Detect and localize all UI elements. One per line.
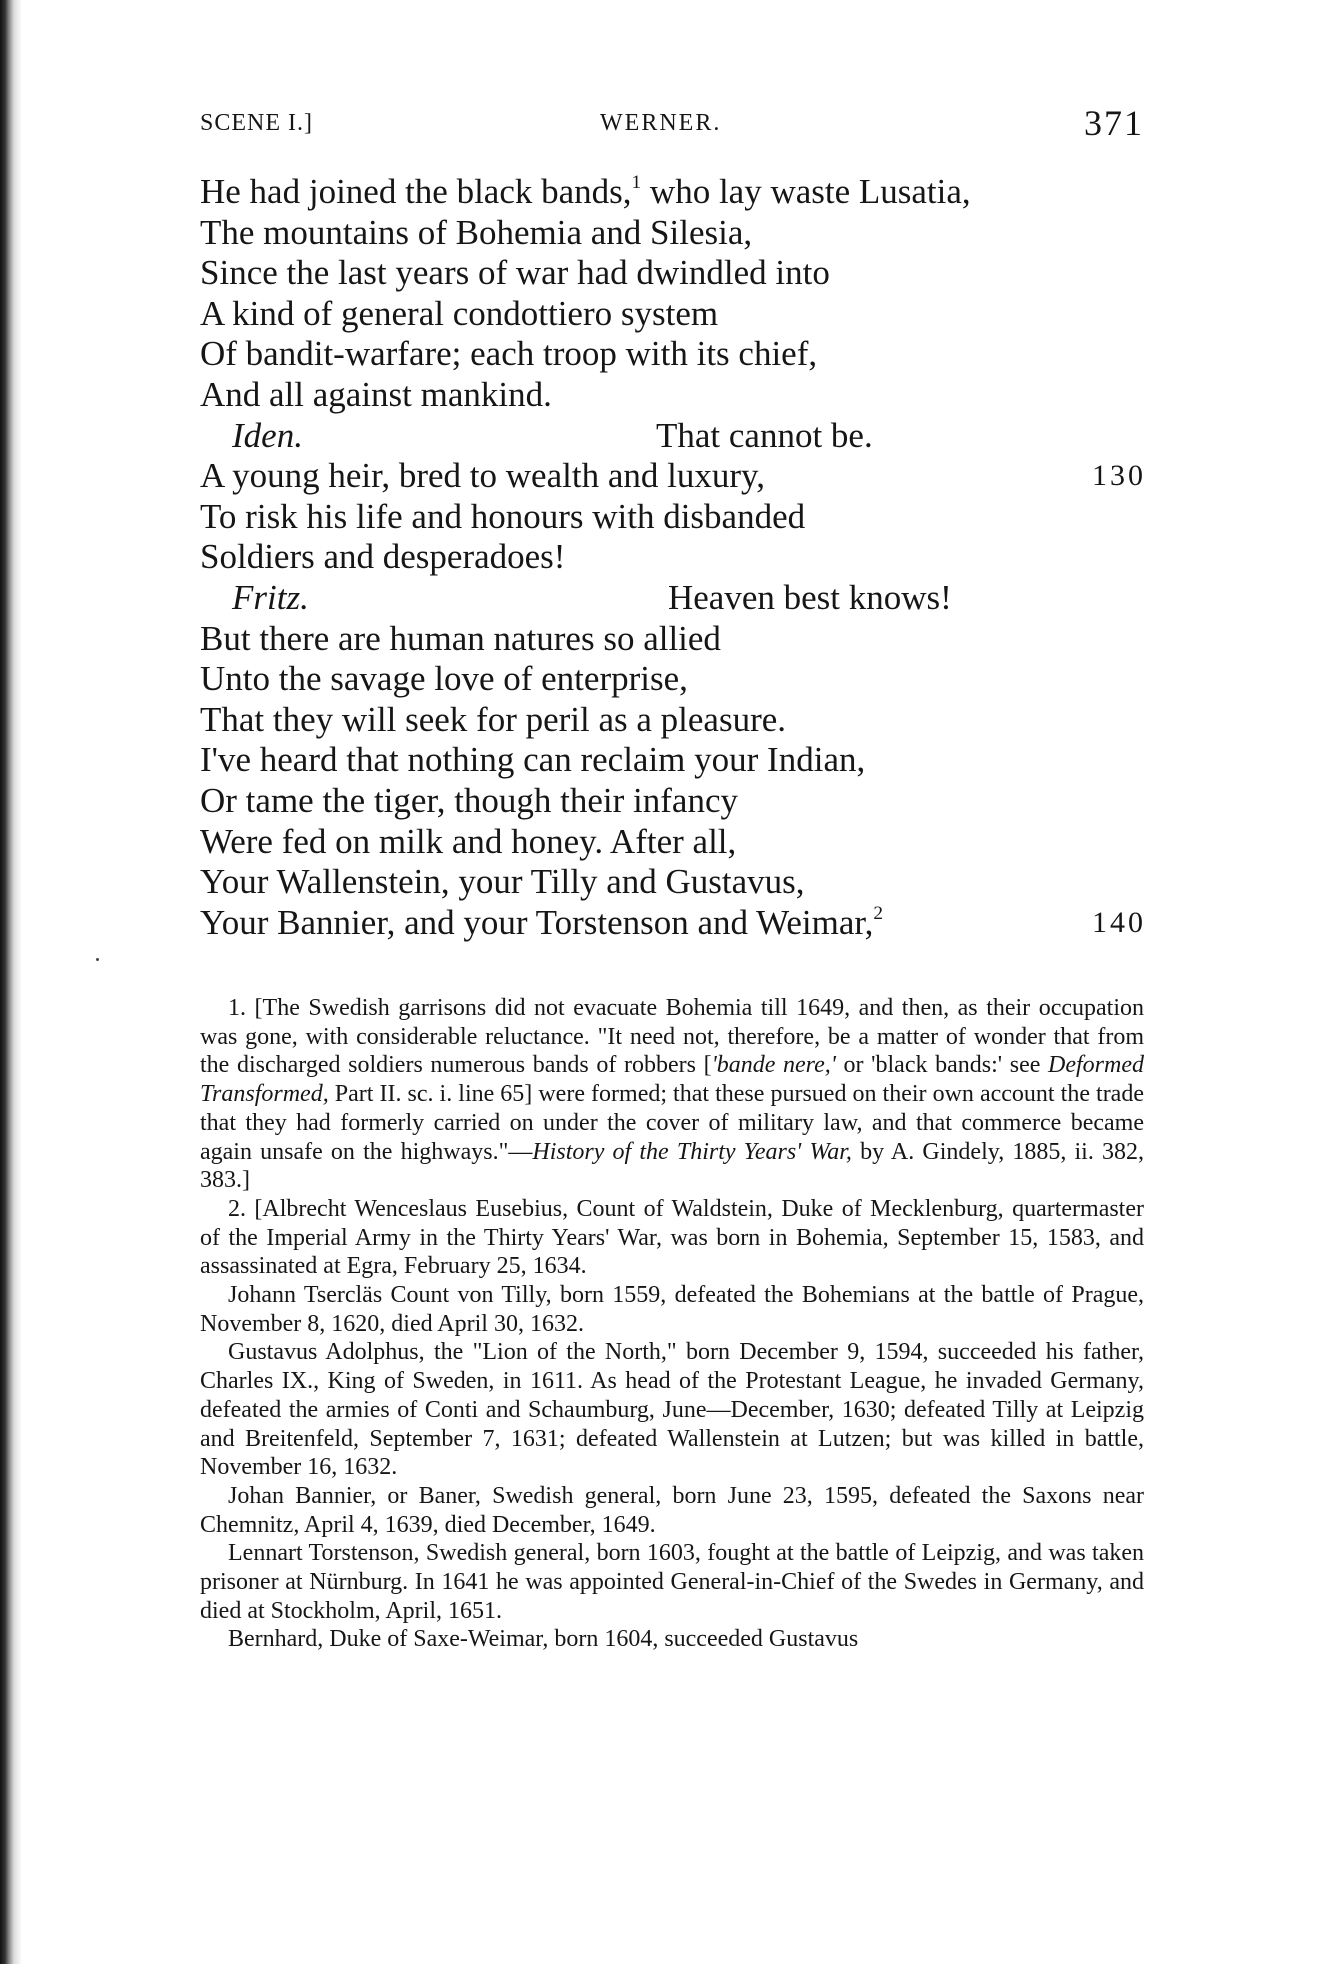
- verse-line: Since the last years of war had dwindled into: [200, 253, 830, 293]
- scan-speck: [96, 958, 99, 961]
- verse-block: [200, 172, 1146, 943]
- line-number: 140: [1092, 905, 1146, 939]
- verse-line: Of bandit-warfare; each troop with its chief,: [200, 334, 818, 374]
- footnote-ref-2: 2: [873, 903, 883, 925]
- footnotes: [200, 994, 1144, 1654]
- page-number: 371: [1084, 103, 1144, 143]
- footnote-2: 2. [Albrecht Wenceslaus Eusebius, Count of Waldstein, Duke of Mecklenburg, quartermaster of the Imperial Army in the Thirty Years' War, was born in Bohemia, September 15, 1583, and assassinated at Egra, February 25, 1634.: [200, 1195, 1144, 1280]
- verse-line: Unto the savage love of enterprise,: [200, 659, 688, 699]
- footnote-ref-1: 1: [631, 172, 642, 194]
- verse-line: He had joined the black bands,$^1$ who lay waste Lusatia,: [200, 172, 971, 211]
- footnote-2-gustavus: Gustavus Adolphus, the "Lion of the North," born December 9, 1594, succeeded his father, Charles IX., King of Sweden, in 1611. As head of the Protestant League, he invaded Germany, defeated the armies of Conti and Schaumburg, June—December, 1630; defeated Tilly at Leipzig and Breitenfeld, September 7, 1631; defeated Wallenstein at Lutzen; but was killed in battle, November 16, 1632.: [200, 1339, 1144, 1481]
- verse-line: Were fed on milk and honey. After all,: [200, 821, 737, 861]
- footnote-2-bannier: Johan Bannier, or Baner, Swedish general, born June 23, 1595, defeated the Saxons near Chemnitz, April 4, 1639, died December, 1649.: [200, 1482, 1144, 1538]
- header-title: WERNER.: [600, 110, 722, 136]
- verse-line: I've heard that nothing can reclaim your Indian,: [200, 740, 866, 780]
- speaker-name: Iden.: [232, 415, 303, 455]
- book-spine-shadow: [0, 0, 22, 1964]
- verse-line: To risk his life and honours with disbanded: [200, 496, 806, 536]
- verse-line-speaker-fritz: [200, 578, 1146, 619]
- footnote-2-tilly: Johann Tsercläs Count von Tilly, born 1559, defeated the Bohemians at the battle of Prague, November 8, 1620, died April 30, 1632.: [200, 1282, 1144, 1337]
- verse-line: Your Bannier, and your Torstenson and Weimar,$^2$ 140: [200, 902, 1146, 942]
- verse-line-speaker-iden: [200, 416, 1146, 457]
- verse-line: And all against mankind.: [200, 374, 552, 414]
- verse-line: A kind of general condottiero system: [200, 293, 719, 333]
- footnote-2-torstenson: Lennart Torstenson, Swedish general, born 1603, fought at the battle of Leipzig, and was taken prisoner at Nürnburg. In 1641 he was appointed General-in-Chief of the Swedes in Germany, and died at Stockholm, April, 1651.: [200, 1540, 1144, 1624]
- header-scene: SCENE I.]: [200, 110, 313, 136]
- verse-line: Soldiers and desperadoes!: [200, 537, 566, 577]
- verse-line: Or tame the tiger, though their infancy: [200, 780, 739, 820]
- verse-line: The mountains of Bohemia and Silesia,: [200, 212, 753, 252]
- speech-text: That cannot be.: [656, 415, 873, 455]
- verse-line: Your Wallenstein, your Tilly and Gustavus,: [200, 862, 805, 902]
- speaker-name: Fritz.: [232, 577, 309, 617]
- running-header: [200, 102, 1144, 146]
- line-number: 130: [1092, 459, 1146, 493]
- footnote-2-weimar: Bernhard, Duke of Saxe-Weimar, born 1604, succeeded Gustavus: [228, 1626, 859, 1653]
- verse-line: That they will seek for peril as a pleasure.: [200, 699, 787, 739]
- speech-text: Heaven best knows!: [668, 577, 952, 617]
- verse-line: But there are human natures so allied: [200, 618, 721, 658]
- verse-line: A young heir, bred to wealth and luxury, 130: [200, 456, 1146, 496]
- footnote-1: 1. [The Swedish garrisons did not evacuate Bohemia till 1649, and then, as their occupation was gone, with considerable reluctance. "It need not, therefore, be a matter of wonder that from the discharged soldiers numerous bands of robbers ['bande nere,' or 'black bands:' see Deformed Transformed, Part II. sc. i. line 65] were formed; that these pursued on their own account the trade that they had formerly carried on under the cover of military law, and that commerce became again unsafe on the highways."—History of the Thirty Years' War, by A. Gindely, 1885, ii. 382, 383.]: [200, 995, 1145, 1194]
